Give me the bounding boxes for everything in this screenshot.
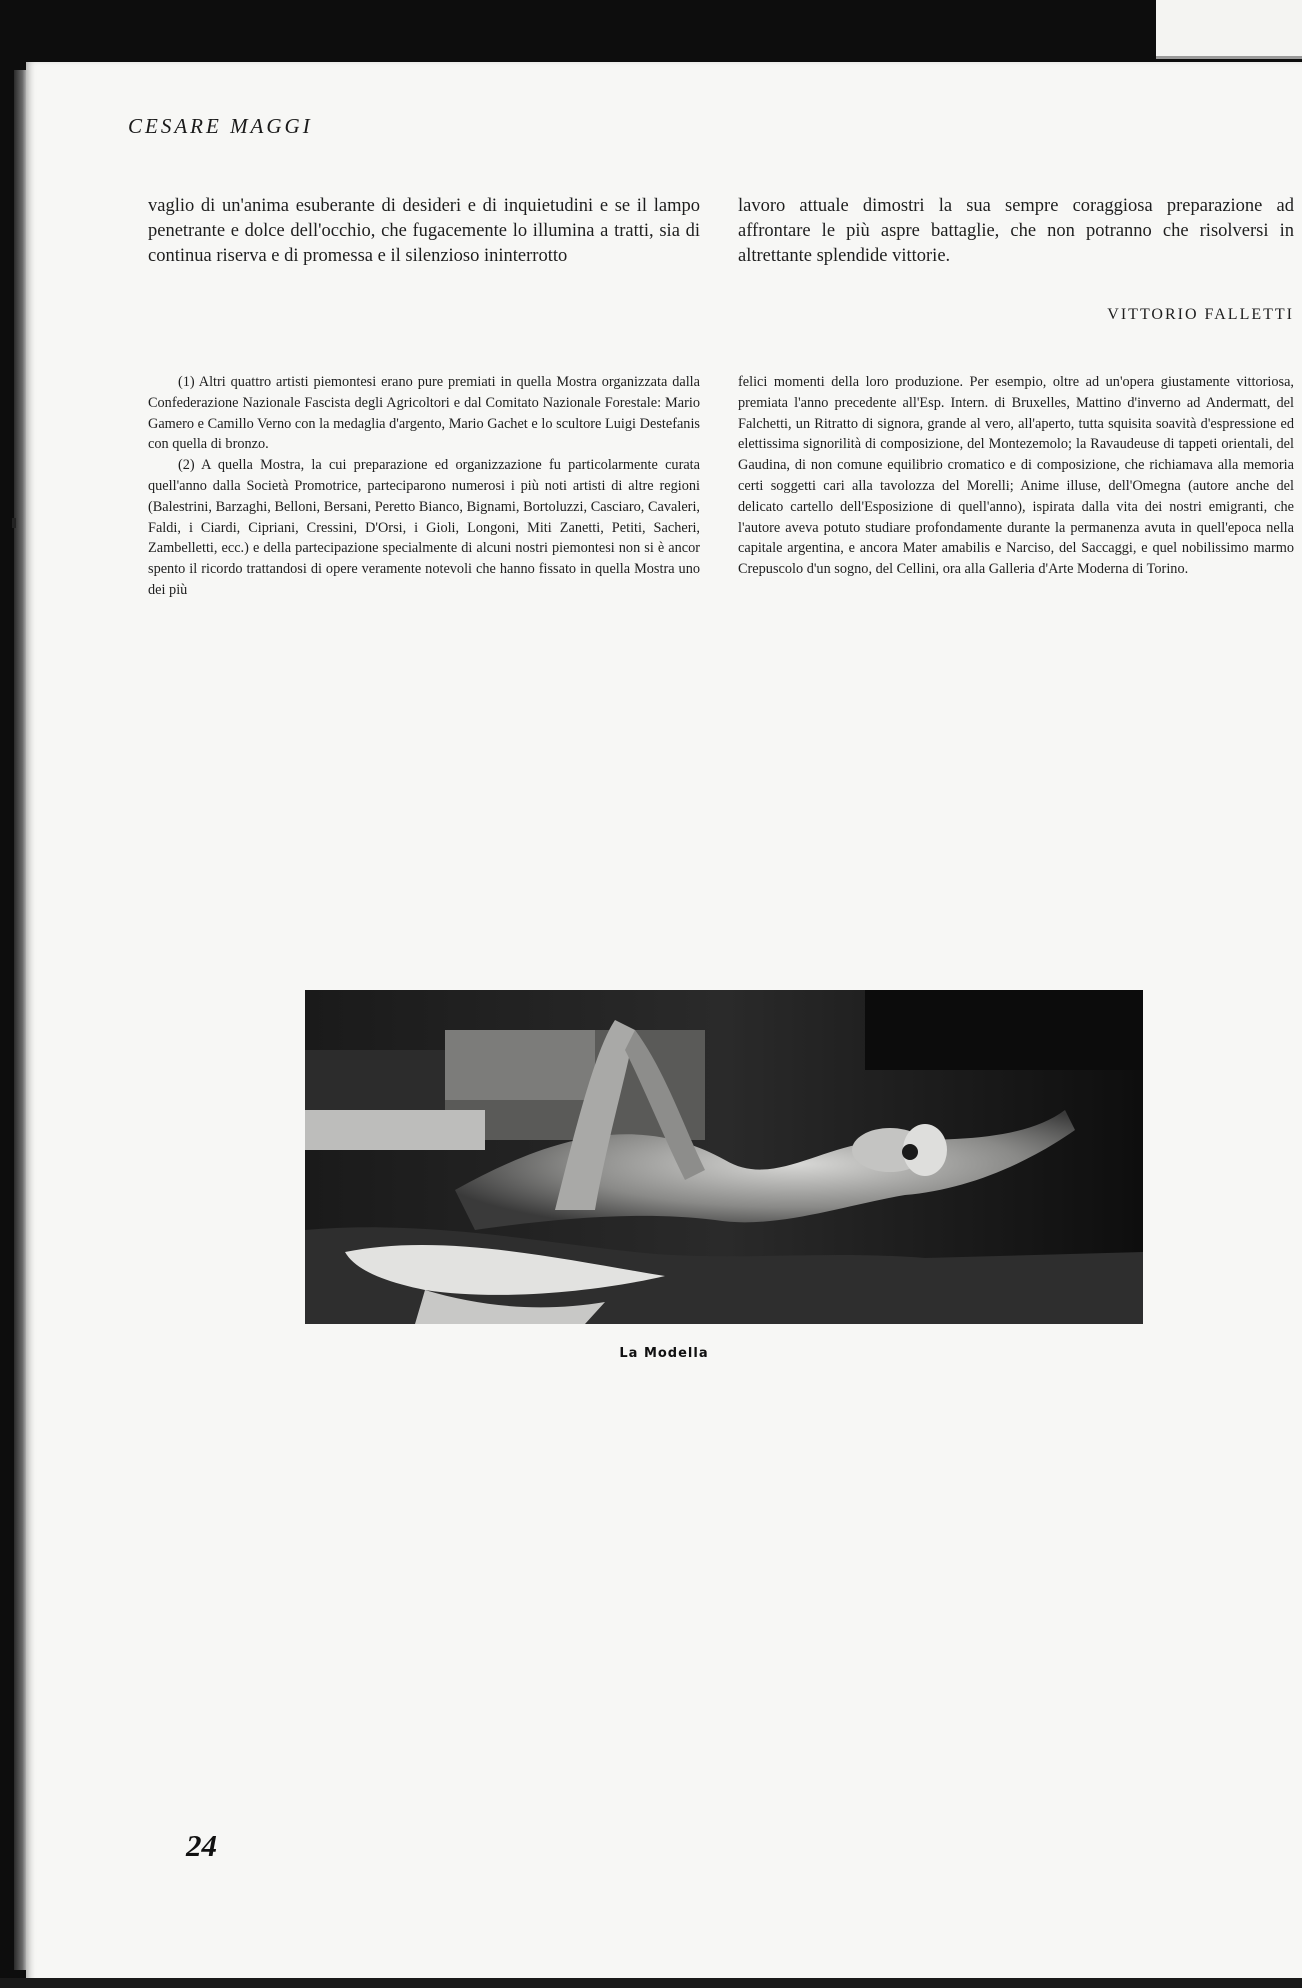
essay-paragraph-right: lavoro attuale dimostri la sua sempre coraggiosa preparazione ad affrontare le più aspre battaglie, che non potranno che risolversi in altrettante splendide vittorie. [738,196,1294,266]
essay-paragraph-left: vaglio di un'anima esuberante di desideri e di inquietudini e se il lampo penetrante e dolce dell'occhio, che fugacemente lo illumina a tratti, sia di continua riserva e di promessa e il silenzioso ininterrotto [148,196,700,266]
footnotes-left-column [148,372,700,601]
footnote-2: (2) A quella Mostra, la cui preparazione ed organizzazione fu particolarmente curata quell'anno dalla Società Promotrice, parteciparono numerosi i più noti artisti di altre regioni (Balestrini, Barzaghi, Belloni, Bersani, Peretto Bianco, Bignami, Bortoluzzi, Casciaro, Cavaleri, Faldi, i Ciardi, Cipriani, Cressini, D'Orsi, i Gioli, Longoni, Miti Zanetti, Petiti, Sacheri, Zambelletti, ecc.) e della partecipazione specialmente di alcuni nostri piemontesi non si è ancor spento il ricordo trattandosi di opere veramente notevoli che hanno fissato in quella Mostra uno dei più [148,457,700,598]
essay-right-column [738,194,1294,269]
essay-left-column [148,194,700,269]
footnote-1: (1) Altri quattro artisti piemontesi erano pure premiati in quella Mostra organizzata dalla Confederazione Nazionale Fascista degli Agricoltori e dal Comitato Nazionale Forestale: Mario Gamero e Camillo Verno con la medaglia d'argento, Mario Gachet e lo scultore Luigi Destefanis con quella di bronzo. [148,374,700,453]
scan-corner [1156,0,1302,58]
painting-reproduction [305,990,1143,1324]
running-title: CESARE MAGGI [128,114,313,138]
author-signature: VITTORIO FALLETTI [1107,306,1294,323]
margin-mark [12,518,16,528]
footnotes-right-column [738,372,1294,580]
scan-bottom-edge [0,1978,1302,1988]
page-number: 24 [186,1828,217,1863]
footnote-2-continued: felici momenti della loro produzione. Per esempio, oltre ad un'opera giustamente vittoriosa, premiata l'anno precedente all'Esp. Intern. di Bruxelles, Mattino d'inverno ad Andermatt, del Falchetti, un Ritratto di signora, grande al vero, all'aperto, tutta squisita soavità d'espressione ed elettissima signorilità di composizione, del Montezemolo; la Ravaudeuse di tappeti orientali, del Gaudina, di non comune equilibrio cromatico e di composizione, che richiamava alla memoria certi soggetti cari alla tavolozza del Morelli; Anime illuse, dell'Omegna (autore anche del delicato cartello dell'Esposizione di quell'anno), ispirata dalla vita dei nostri emigranti, che l'autore aveva potuto studiare profondamente durante la permanenza avuta in quell'epoca nella capitale argentina, e ancora Mater amabilis e Narciso, del Saccaggi, e quel nobilissimo marmo Crepuscolo d'un sogno, del Cellini, ora alla Galleria d'Arte Moderna di Torino. [738,374,1294,578]
reclining-nude-image [305,990,1143,1324]
book-page [26,62,1302,1986]
figure-caption: La Modella [619,1346,709,1361]
